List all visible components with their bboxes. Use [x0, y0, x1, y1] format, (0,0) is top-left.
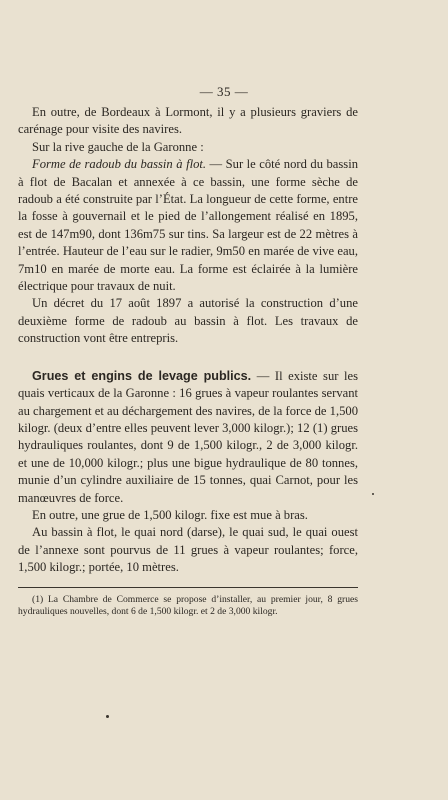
ink-speck — [106, 715, 109, 718]
paragraph-rive-gauche: Sur la rive gauche de la Garonne : — [32, 139, 204, 154]
footnote-rule — [18, 587, 358, 588]
footnote — [18, 594, 358, 619]
paragraph-bassin-flot: Au bassin à flot, le quai nord (darse), le quai sud, le quai ouest de l’annexe sont pourvus de 11 grues à vapeur roulantes; force, 1,500 kilogr.; portée, 10 mètres. — [18, 525, 358, 575]
forme-radoub-text: — Sur le côté nord du bassin à flot de Bacalan et annexée à ce bassin, une forme sèche de radoub a été construite par l’État. La longueur de cette forme, entre la fosse à gouvernail et le pied de l’allongement réalisé en 1895, est de 147m90, dont 136m75 sur tins. Sa largeur est de 22 mètres à l’entrée. Hauteur de l’eau sur le radier, 9m50 en marée de vive eau, 7m10 en marée de morte eau. La forme est éclairée à la lumière électrique pour travaux de nuit. — [18, 157, 358, 294]
paragraph-grue-fixe: En outre, une grue de 1,500 kilogr. fixe est mue à bras. — [32, 507, 308, 522]
paragraph-graviers: En outre, de Bordeaux à Lormont, il y a plusieurs graviers de carénage pour visite des navires. — [18, 105, 358, 137]
section-heading: Grues et engins de levage publics. — [32, 368, 252, 383]
page-number: — 35 — — [199, 84, 249, 99]
paragraph-grues — [18, 368, 358, 507]
paragraph-forme-radoub — [18, 156, 358, 295]
ink-speck — [372, 493, 374, 495]
body-text — [18, 104, 358, 618]
forme-radoub-lead: Forme de radoub du bassin à flot. — [32, 157, 207, 172]
footnote-text: (1) La Chambre de Commerce se propose d’installer, au premier jour, 8 grues hydrauliques nouvelles, dont 6 de 1,500 kilogr. et 2 de 3,000 kilogr. — [18, 593, 358, 617]
paragraph-decret: Un décret du 17 août 1897 a autorisé la construction d’une deuxième forme de radoub au bassin à flot. Les travaux de construction vont être entrepris. — [18, 296, 358, 346]
section-text: — Il existe sur les quais verticaux de la Garonne : 16 grues à vapeur roulantes servant au chargement et au déchargement des navires, de la force de 1,500 kilogr. (deux d’entre elles peuvent lever 3,000 kilogr.); 12 (1) grues hydrauliques roulantes, dont 9 de 1,500 kilogr., 2 de 3,000 kilogr. et une de 10,000 kilogr.; plus une bigue hydraulique de 80 tonnes, munie d’un cylindre auxiliaire de 15 tonnes, quai Carnot, pour les manœuvres de force. — [18, 368, 358, 505]
